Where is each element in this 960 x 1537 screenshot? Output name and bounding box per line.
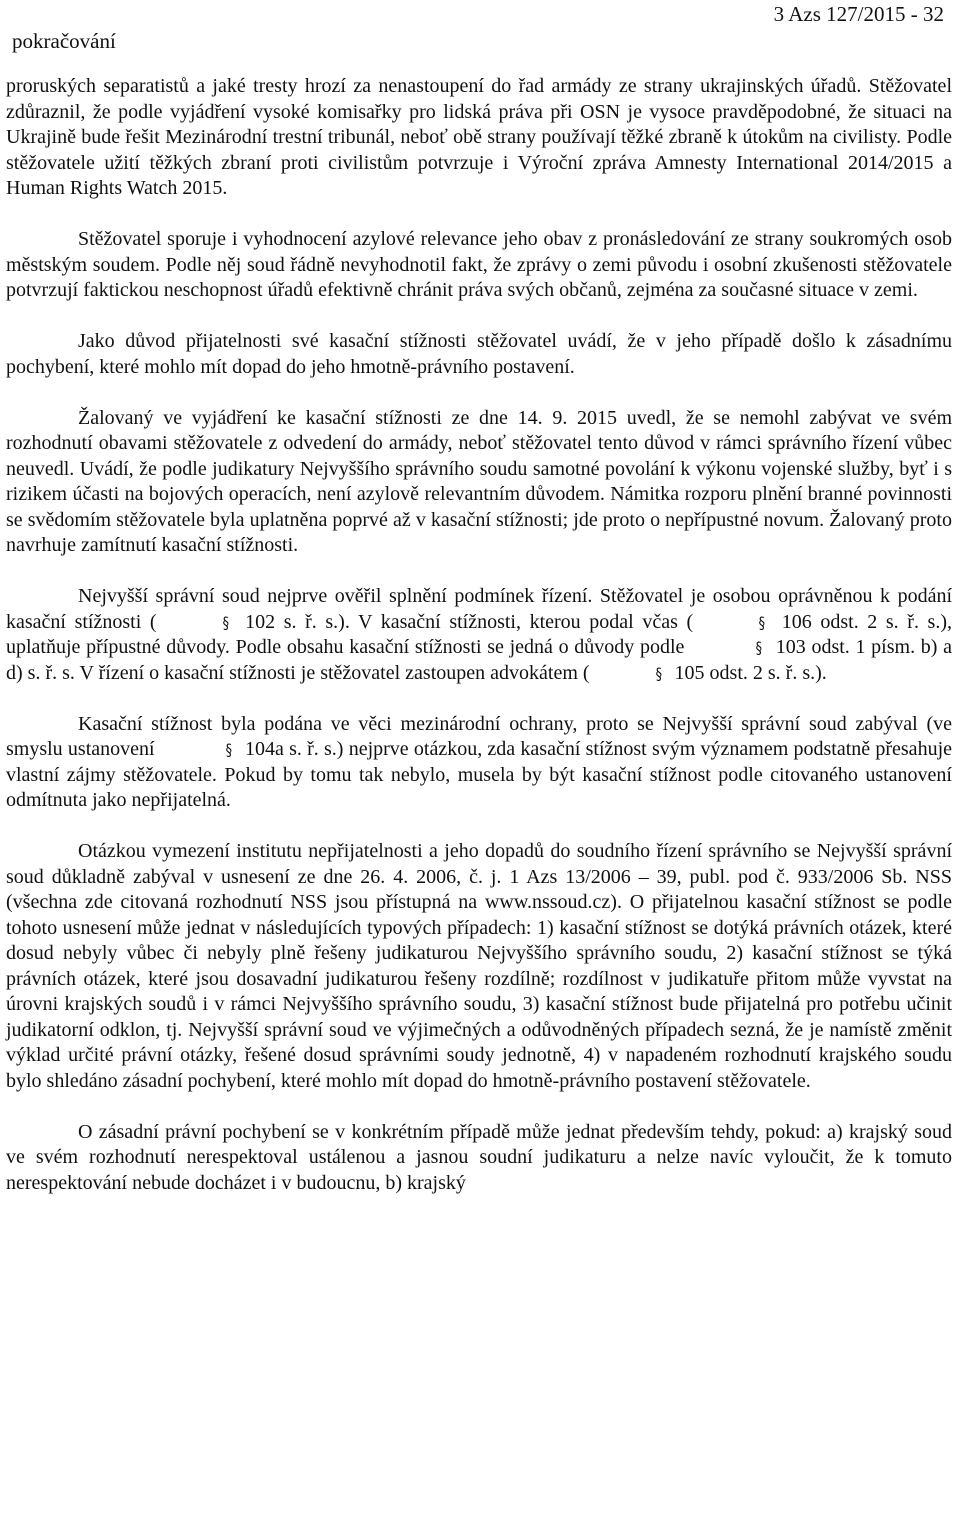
paragraph-text: Otázkou vymezení institutu nepřijatelnosti a jeho dopadů do soudního řízení správního se Nejvyšší správní soud důkladně zabýval v usnesení ze dne 26. 4. 2006, č. j. 1 Azs 13/2006 – 39, publ. pod č. 933/2006 Sb. NSS (všechna zde citovaná rozhodnutí NSS jsou přístupná na www.nssoud.cz). O přijatelnou kasační stížnost se podle tohoto usnesení může jednat v následujících typových případech: 1) kasační stížnost se dotýká právních otázek, které dosud nebyly vůbec či nebyly plně řešeny judikaturou Nejvyššího správního soudu, 2) kasační stížnost se týká právních otázek, které jsou dosavadní judikaturou řešeny rozdílně; rozdílnost v judikatuře přitom může vyvstat na úrovni krajských soudů i v rámci Nejvyššího správního soudu, 3) kasační stížnost bude přijatelná pro potřebu učinit judikatorní odklon, tj. Nejvyšší správní soud ve výjimečných a odůvodněných případech sezná, že je namístě změnit výklad určité právní otázky, řešené dosud správními soudy jednotně, 4) v napadeném rozhodnutí krajského soudu bylo shledáno zásadní pochybení, které mohlo mít dopad do hmotně-právního postavení stěžovatele. [6,840,952,1092]
paragraph-text: 104a s. ř. s.) nejprve otázkou, zda kasační stížnost svým významem podstatně přesahuje vlastní zájmy stěžovatele. Pokud by tomu tak nebylo, musela by být kasační stížnost podle citovaného ustanovení odmítnuta jako nepřijatelná. [6,738,952,811]
paragraph [6,329,952,380]
page-header [6,0,952,74]
paragraph-text: Nejvyšší správní soud nejprve ověřil splnění podmínek řízení. Stěžovatel je osobou oprávněnou k podání kasační stížnosti ( [6,585,952,633]
case-number: 3 Azs 127/2015 - 32 [773,2,944,26]
section-sign: § [758,612,766,632]
section-sign: § [755,638,763,657]
paragraph [6,406,952,559]
section-sign: § [222,612,229,632]
paragraph [6,74,952,202]
paragraph [6,839,952,1094]
paragraph [6,584,952,686]
section-sign: § [655,663,662,683]
paragraph-text: proruských separatistů a jaké tresty hrozí za nenastoupení do řad armády ze strany ukrajinských úřadů. Stěžovatel zdůraznil, že podle vyjádření vysoké komisařky pro lidská práva při OSN je vysoce pravděpodobné, že situaci na Ukrajině bude řešit Mezinárodní trestní tribunál, neboť obě strany používají těžké zbraně k útokům na civilisty. Podle stěžovatele užití těžkých zbraní proti civilistům potvrzuje i Výroční zpráva Amnesty International 2014/2015 a Human Rights Watch 2015. [6,75,952,199]
paragraph-text: Žalovaný ve vyjádření ke kasační stížnosti ze dne 14. 9. 2015 uvedl, že se nemohl zabývat ve svém rozhodnutí obavami stěžovatele z odvedení do armády, neboť stěžovatel tento důvod v rámci správního řízení vůbec neuvedl. Uvádí, že podle judikatury Nejvyššího správního soudu samotné povolání k výkonu vojenské služby, byť i s rizikem účasti na bojových operacích, není azylově relevantním důvodem. Námitka rozporu plnění branné povinnosti se svědomím stěžovatele byla uplatněna poprvé až v kasační stížnosti; jde proto o nepřípustné novum. Žalovaný proto navrhuje zamítnutí kasační stížnosti. [6,406,952,556]
paragraph-text: Kasační stížnost byla podána ve věci mezinárodní ochrany, proto se Nejvyšší správní soud zabýval (ve smyslu ustanovení [6,712,952,760]
section-sign: § [225,740,232,759]
paragraph-text: O zásadní právní pochybení se v konkrétním případě může jednat především tehdy, pokud: a) krajský soud ve svém rozhodnutí nerespektoval ustálenou a jasnou soudní judikaturu a nelze navíc vyloučit, že k tomuto nerespektování nebude docházet i v budoucnu, b) krajský [6,1120,952,1194]
paragraph-text: Stěžovatel sporuje i vyhodnocení azylové relevance jeho obav z pronásledování ze strany soukromých osob městským soudem. Podle něj soud řádně nevyhodnotil fakt, že zprávy o zemi původu i osobní zkušenosti stěžovatele potvrzují faktickou neschopnost úřadů efektivně chránit práva svých občanů, zejména za současné situace v zemi. [6,228,952,301]
paragraph-text: Jako důvod přijatelnosti své kasační stížnosti stěžovatel uvádí, že v jeho případě došlo k zásadnímu pochybení, které mohlo mít dopad do jeho hmotně-právního postavení. [6,330,952,378]
paragraph-text: 106 odst. 2 s. ř. s.), uplatňuje přípustné důvody. Podle obsahu kasační stížnosti se jedná o důvody podle [6,610,952,658]
paragraph [6,227,952,304]
paragraph [6,712,952,814]
document-body [6,74,952,1196]
paragraph-text: 103 odst. 1 písm. b) a d) s. ř. s. V řízení o kasační stížnosti je stěžovatel zastoupen advokátem ( [6,636,952,684]
header-continuation-label: pokračování [12,29,116,53]
paragraph-text: 105 odst. 2 s. ř. s.). [669,661,827,684]
paragraph-text: 102 s. ř. s.). V kasační stížnosti, kterou podal včas ( [236,610,694,633]
paragraph [6,1120,952,1197]
